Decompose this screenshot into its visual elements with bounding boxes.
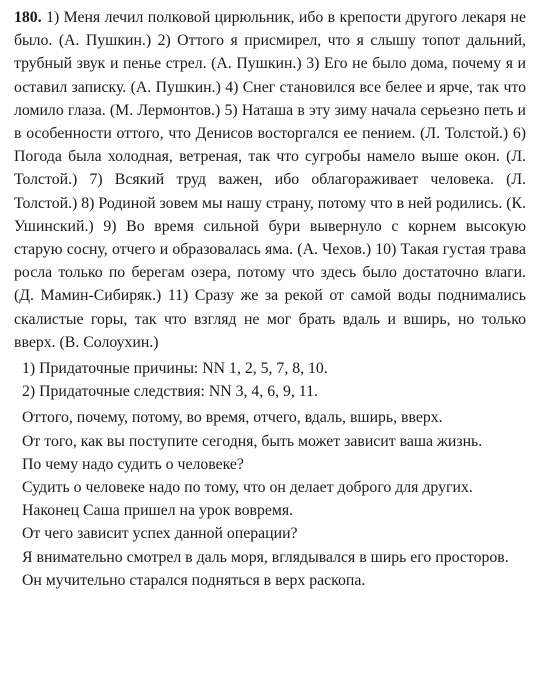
exercise-text [14,6,526,354]
answer-item: 2) Придаточные следствия: NN 3, 4, 6, 9, 11. [22,383,318,401]
note-item: От того, как вы поступите сегодня, быть может зависит ваша жизнь. [22,432,483,450]
exercise-body: 1) Меня лечил полковой цирюльник, ибо в крепости другого лекаря не было. (А. Пушкин.) 2) Оттого я присмирел, что я слышу топот дальний, трубный звук и пенье стрел. (А. Пушкин.) 3) Его не было дома, почему я и оставил записку. (А. Пушкин.) 4) Снег становился все белее и ярче, так что ломило глаза. (М. Лермонтов.) 5) Наташа в эту зиму начала серьезно петь и в особенности оттого, что Денисов восторгался ее пением. (Л. Толстой.) 6) Погода была холодная, ветреная, так что сугробы намело выше окон. (Л. Толстой.) 7) Всякий труд важен, ибо облагораживает человека. (Л. Толстой.) 8) Родиной зовем мы нашу страну, потому что в ней родились. (К. Ушинский.) 9) Во время сильной бури вывернуло с корнем высокую старую сосну, отчего и образовалась яма. (А. Чехов.) 10) Такая густая трава росла только по берегам озера, потому что здесь было достаточно влаги. (Д. Мамин-Сибиряк.) 11) Сразу же за рекой от самой воды поднимались скалистые горы, так что взгляд не мог брать вдаль и вширь, но только вверх. (В. Солоухин.) [14,9,526,351]
note-item: Он мучительно старался подняться в верх раскопа. [22,571,366,589]
note-item: От чего зависит успех данной операции? [22,525,298,543]
note-item: Наконец Саша пришел на урок вовремя. [22,502,294,520]
answer-list [14,357,526,403]
answer-item: 1) Придаточные причины: NN 1, 2, 5, 7, 8, 10. [22,360,328,378]
note-item: Оттого, почему, потому, во время, отчего, вдаль, вширь, вверх. [22,409,443,427]
note-item: Я внимательно смотрел в даль моря, вглядывался в ширь его просторов. [22,548,509,566]
note-item: По чему надо судить о человеке? [22,455,244,473]
exercise-number: 180. [14,9,42,26]
notes-list [14,406,526,592]
note-item: Судить о человеке надо по тому, что он делает доброго для других. [22,479,473,497]
